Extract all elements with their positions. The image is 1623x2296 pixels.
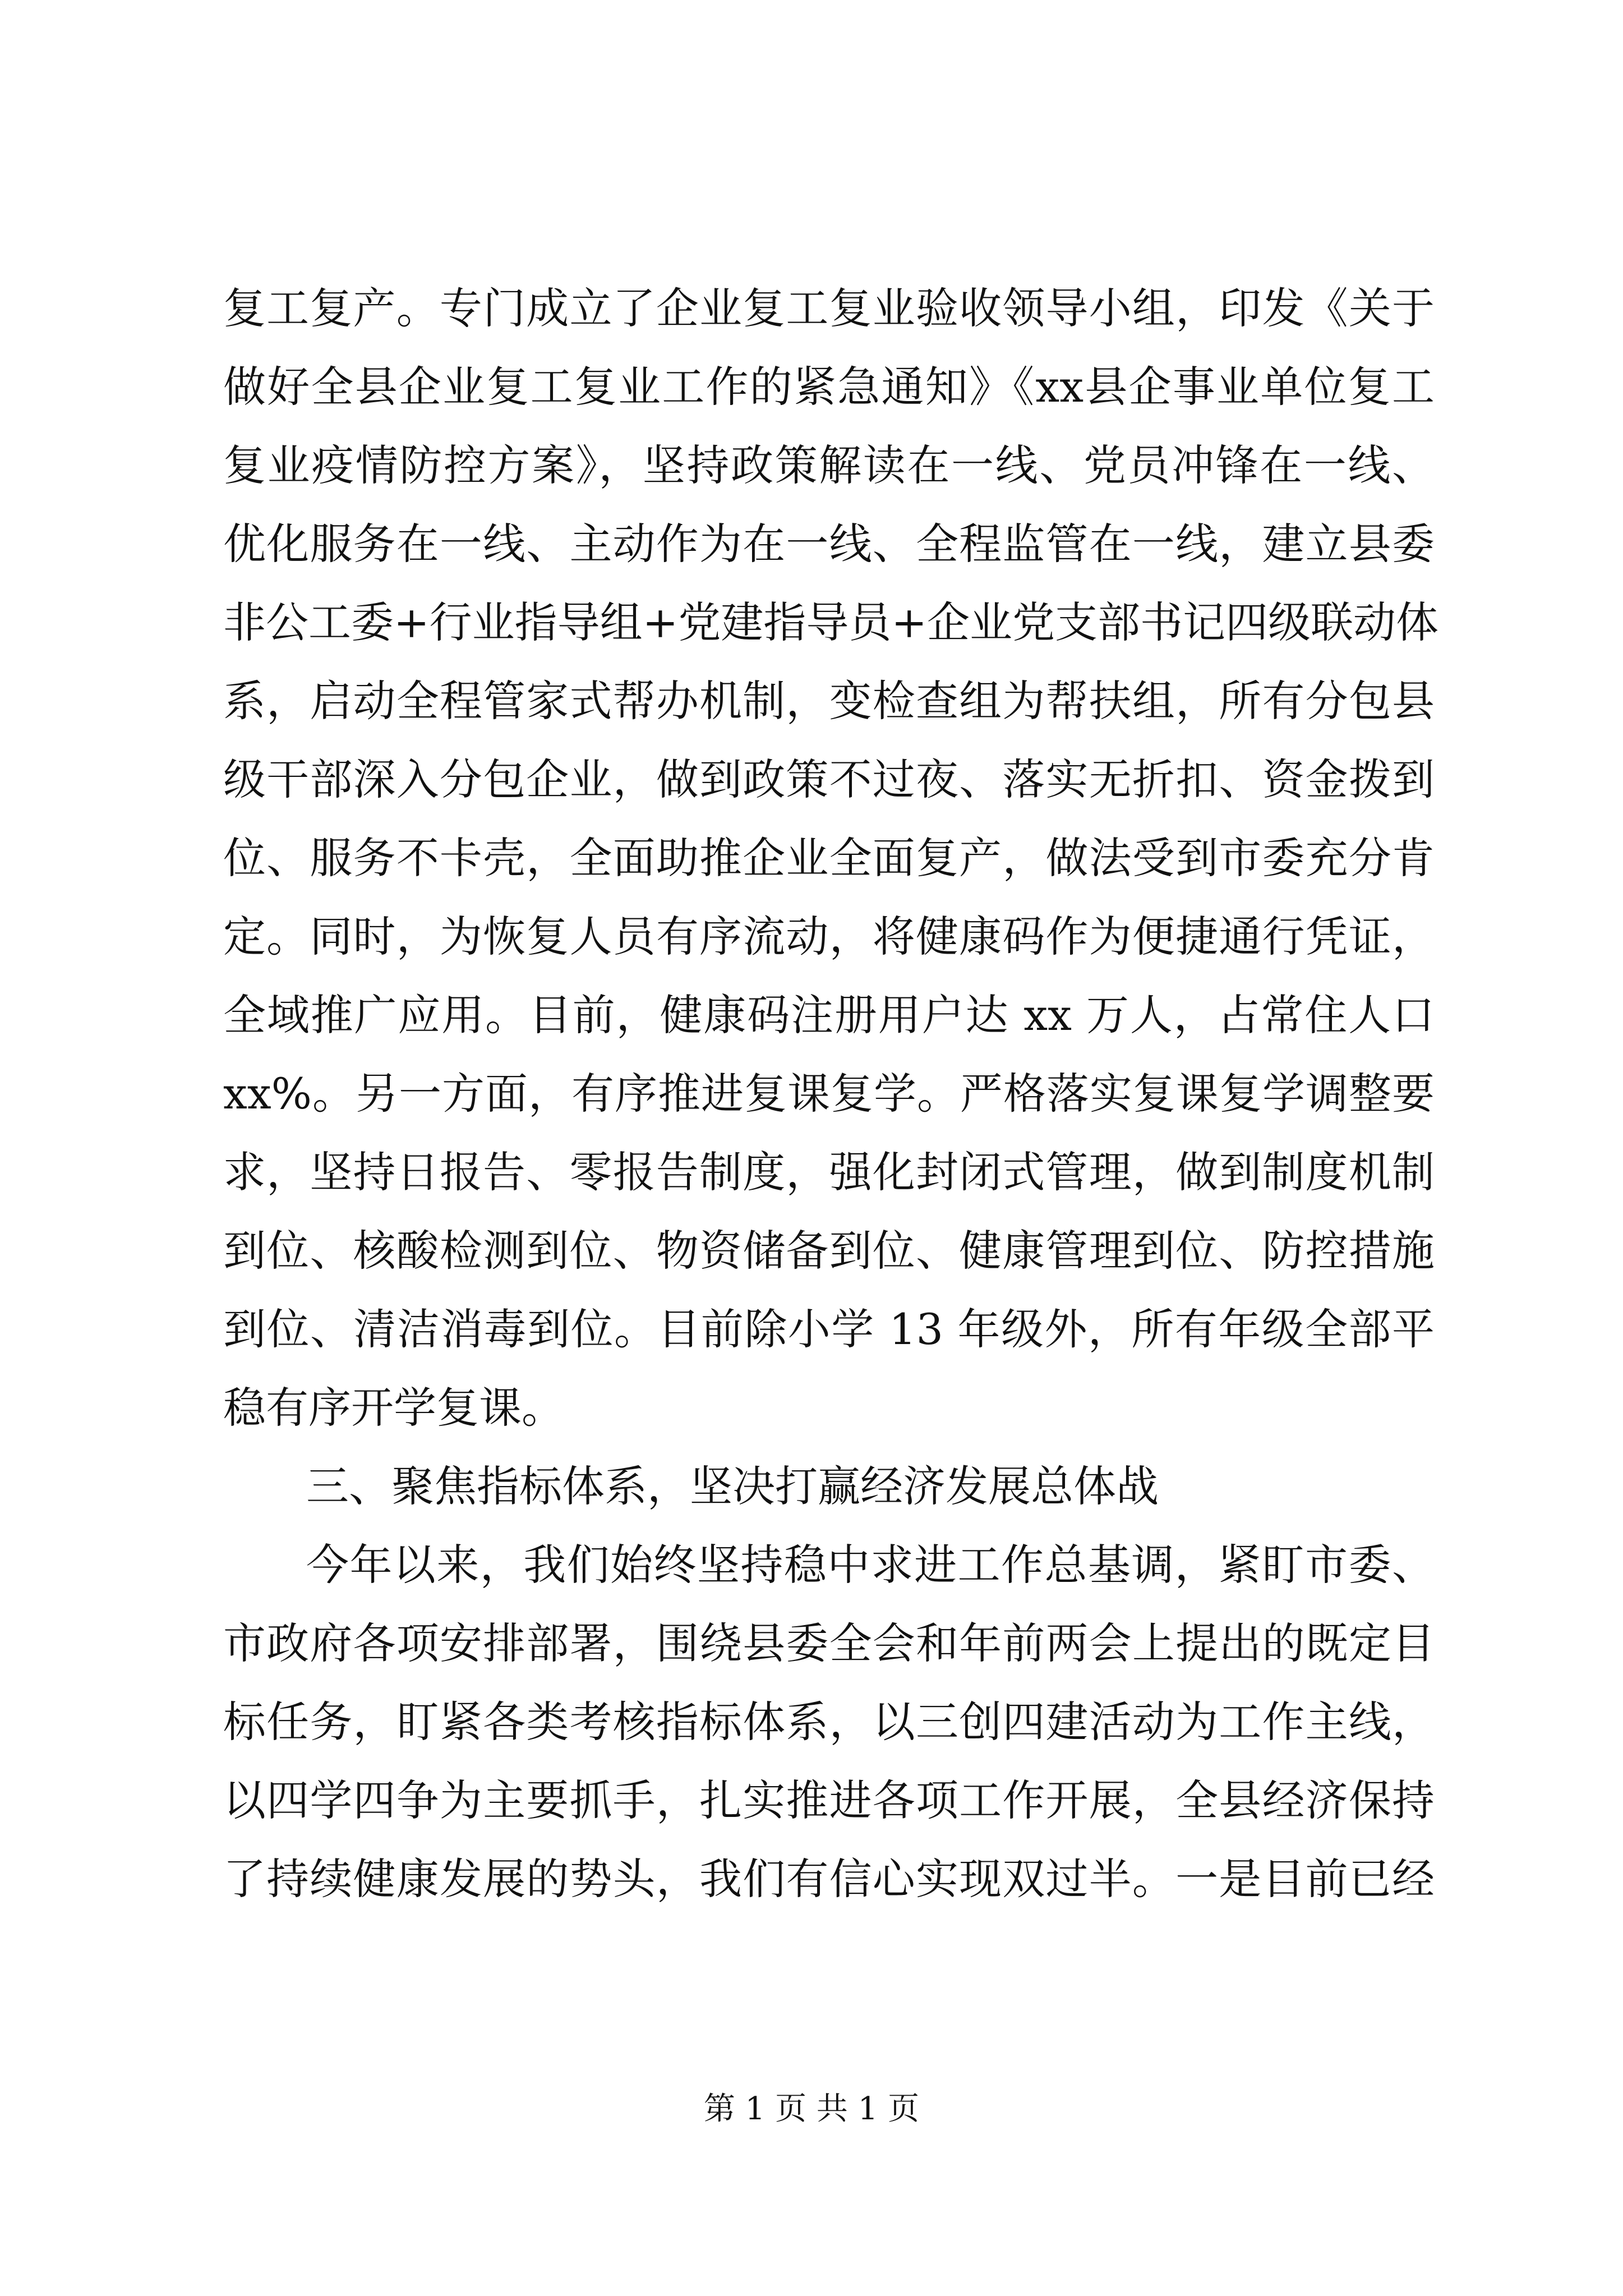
body-line-3: 复业疫情防控方案》，坚持政策解读在一线、党员冲锋在一线、 [223, 440, 1435, 490]
page-number-footer: 第 1 页 共 1 页 [703, 2091, 920, 2127]
body-line-11: xx%。另一方面，有序推进复课复学。严格落实复课复学调整要 [223, 1069, 1435, 1119]
body-line-7: 级干部深入分包企业，做到政策不过夜、落实无折扣、资金拨到 [223, 754, 1435, 804]
body-line-10: 全域推广应用。目前，健康码注册用户达 xx 万人，占常住人口 [223, 990, 1435, 1040]
section-heading: 三、聚焦指标体系，坚决打赢经济发展总体战 [306, 1461, 1159, 1511]
body-line-5: 非公工委+行业指导组+党建指导员+企业党支部书记四级联动体 [223, 597, 1439, 647]
body-line-13: 到位、核酸检测到位、物资储备到位、健康管理到位、防控措施 [223, 1226, 1435, 1276]
body-line-1: 复工复产。专门成立了企业复工复业验收领导小组，印发《关于 [223, 283, 1435, 333]
body-line-14: 到位、清洁消毒到位。目前除小学 13 年级外，所有年级全部平 [223, 1304, 1435, 1354]
body-line-21: 了持续健康发展的势头，我们有信心实现双过半。一是目前已经 [223, 1854, 1435, 1904]
body-line-6: 系，启动全程管家式帮办机制，变检查组为帮扶组，所有分包县 [223, 676, 1435, 726]
body-line-15: 稳有序开学复课。 [223, 1383, 564, 1433]
body-line-18: 市政府各项安排部署，围绕县委全会和年前两会上提出的既定目 [223, 1618, 1435, 1668]
body-line-19: 标任务，盯紧各类考核指标体系，以三创四建活动为工作主线， [223, 1697, 1435, 1747]
body-line-8: 位、服务不卡壳，全面助推企业全面复产，做法受到市委充分肯 [223, 833, 1435, 883]
body-line-9: 定。同时，为恢复人员有序流动，将健康码作为便捷通行凭证， [223, 912, 1435, 961]
body-line-12: 求，坚持日报告、零报告制度，强化封闭式管理，做到制度机制 [223, 1147, 1435, 1197]
body-line-17: 今年以来，我们始终坚持稳中求进工作总基调，紧盯市委、 [306, 1540, 1435, 1590]
body-line-2: 做好全县企业复工复业工作的紧急通知》《xx县企事业单位复工 [223, 362, 1435, 412]
body-line-20: 以四学四争为主要抓手，扎实推进各项工作开展，全县经济保持 [223, 1775, 1435, 1825]
body-line-4: 优化服务在一线、主动作为在一线、全程监管在一线，建立县委 [223, 519, 1435, 569]
